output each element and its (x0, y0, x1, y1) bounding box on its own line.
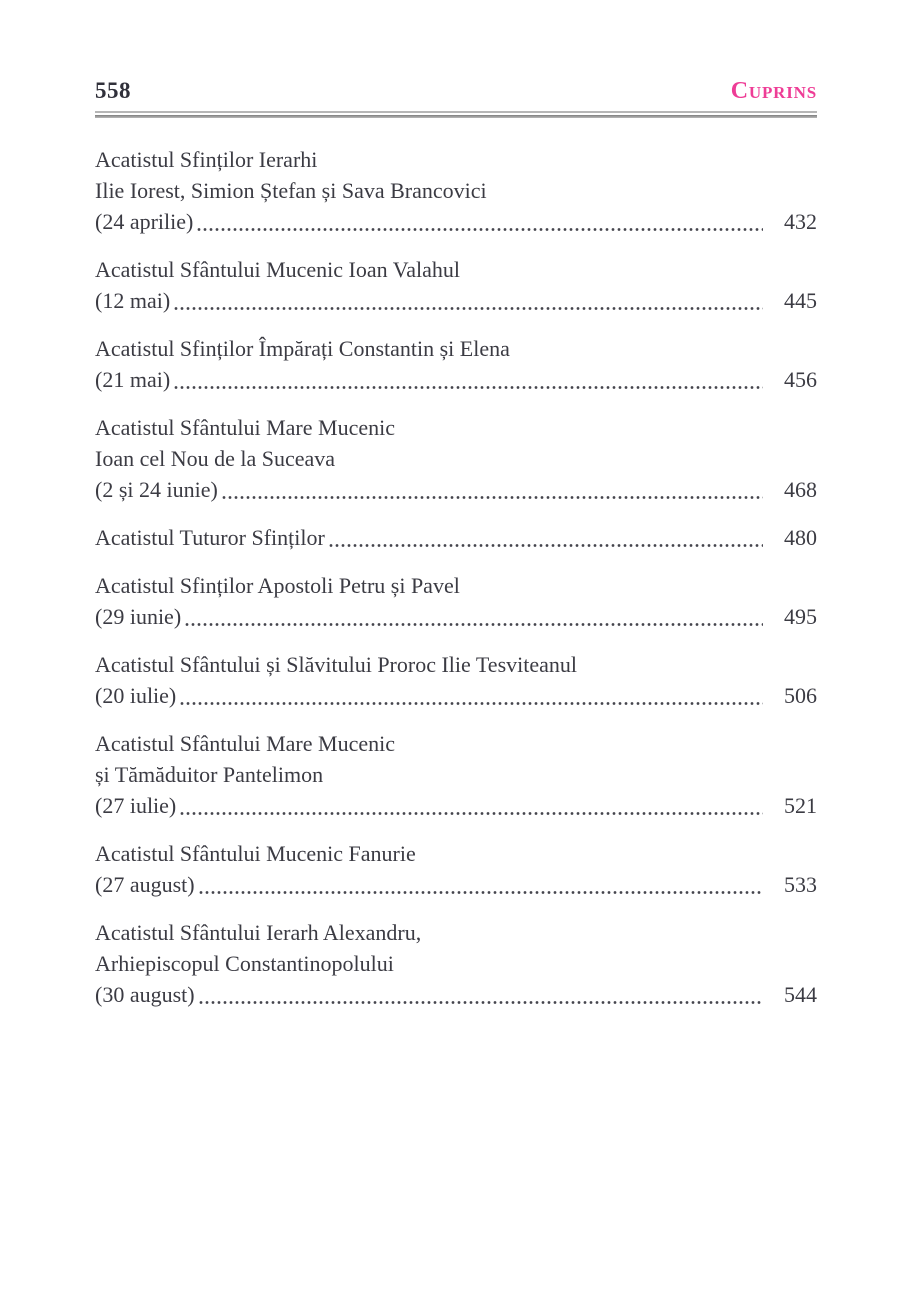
toc-entry-title-line: Arhiepiscopul Constantinopolului (95, 951, 394, 976)
toc-entry (95, 570, 817, 632)
toc-entry-page-number: 445 (784, 288, 817, 313)
dot-leader (174, 306, 763, 311)
toc-entry-leader-line (95, 601, 817, 632)
toc-entry-label: (20 iulie) (95, 683, 177, 708)
toc-entry-leader-line (95, 206, 817, 237)
toc-entry-title-line: Ilie Iorest, Simion Ștefan și Sava Brancovici (95, 178, 487, 203)
toc-entry-page-number: 506 (784, 683, 817, 708)
toc-entry-leader-line (95, 790, 817, 821)
dot-leader (174, 385, 763, 390)
dot-leader (185, 622, 763, 627)
toc-entry-label: (29 iunie) (95, 604, 182, 629)
table-of-contents (95, 144, 817, 1010)
toc-entry-page-number: 544 (784, 982, 817, 1007)
toc-entry (95, 412, 817, 505)
toc-entry-label: (27 iulie) (95, 793, 177, 818)
header-rule (95, 111, 817, 118)
toc-entry-title-line: Ioan cel Nou de la Suceava (95, 446, 336, 471)
toc-entry-leader-line (95, 979, 817, 1010)
toc-entry-title-line: Acatistul Sfinților Împărați Constantin și Elena (95, 336, 510, 361)
toc-entry (95, 333, 817, 395)
toc-entry (95, 649, 817, 711)
dot-leader (180, 811, 763, 816)
toc-entry-title-line: Acatistul Sfântului Mare Mucenic (95, 731, 395, 756)
toc-entry-page-number: 495 (784, 604, 817, 629)
toc-entry-label: (12 mai) (95, 288, 171, 313)
toc-entry-page-number: 468 (784, 477, 817, 502)
header-rule-bottom-line (95, 115, 817, 118)
page-number: 558 (95, 78, 131, 103)
toc-entry-page-number: 456 (784, 367, 817, 392)
page-header (95, 78, 817, 104)
toc-entry (95, 728, 817, 821)
toc-entry-leader-line (95, 680, 817, 711)
toc-entry-label: (27 august) (95, 872, 195, 897)
toc-entry-leader-line (95, 869, 817, 900)
dot-leader (199, 890, 763, 895)
toc-entry-page-number: 521 (784, 793, 817, 818)
toc-entry (95, 254, 817, 316)
toc-entry-title-line: Acatistul Sfântului Ierarh Alexandru, (95, 920, 422, 945)
toc-entry-leader-line (95, 364, 817, 395)
toc-entry-label: (30 august) (95, 982, 195, 1007)
toc-entry-label: Acatistul Tuturor Sfinților (95, 525, 325, 550)
toc-entry-leader-line (95, 522, 817, 553)
toc-entry-title-line: Acatistul Sfinților Ierarhi (95, 147, 318, 172)
toc-entry-page-number: 432 (784, 209, 817, 234)
dot-leader (199, 1000, 763, 1005)
toc-entry-title-line: Acatistul Sfântului Mucenic Fanurie (95, 841, 416, 866)
toc-entry (95, 144, 817, 237)
toc-entry-title-line: și Tămăduitor Pantelimon (95, 762, 324, 787)
toc-entry-page-number: 533 (784, 872, 817, 897)
dot-leader (222, 495, 763, 500)
header-title: Cuprins (730, 78, 817, 104)
toc-entry-title-line: Acatistul Sfântului și Slăvitului Proroc Ilie Tesviteanul (95, 652, 577, 677)
dot-leader (180, 701, 763, 706)
toc-entry-leader-line (95, 474, 817, 505)
toc-entry (95, 838, 817, 900)
toc-entry-title-line: Acatistul Sfântului Mare Mucenic (95, 415, 395, 440)
header-rule-top-line (95, 111, 817, 113)
toc-entry-label: (2 și 24 iunie) (95, 477, 218, 502)
dot-leader (197, 227, 763, 232)
toc-entry (95, 917, 817, 1010)
toc-entry-label: (21 mai) (95, 367, 171, 392)
toc-entry-title-line: Acatistul Sfântului Mucenic Ioan Valahul (95, 257, 460, 282)
toc-entry-title-line: Acatistul Sfinților Apostoli Petru și Pavel (95, 573, 460, 598)
dot-leader (329, 543, 763, 548)
toc-entry-label: (24 aprilie) (95, 209, 194, 234)
toc-entry-leader-line (95, 285, 817, 316)
toc-entry (95, 522, 817, 553)
toc-entry-page-number: 480 (784, 525, 817, 550)
